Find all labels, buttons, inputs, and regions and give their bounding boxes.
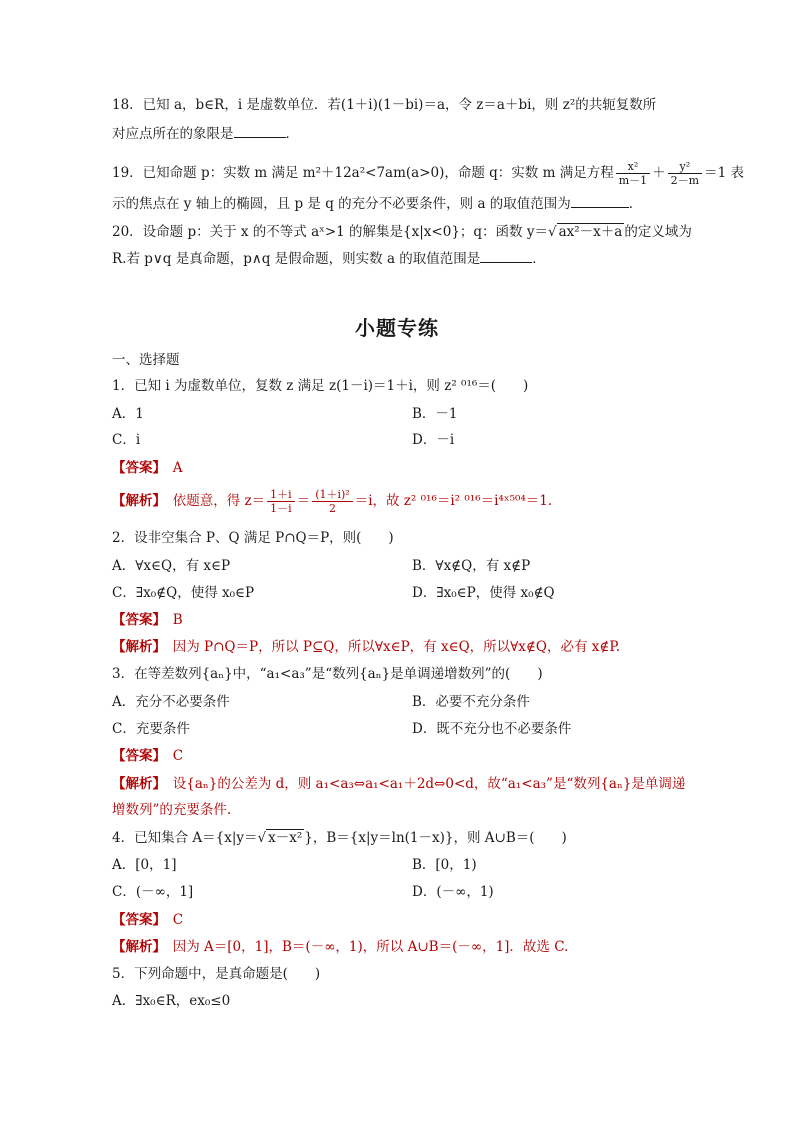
q4-analysis-row [112, 937, 568, 957]
q19-fraction-x [616, 160, 650, 187]
q1-option-c: C．i [112, 432, 141, 448]
q4-option-c: C．(－∞，1] [112, 884, 194, 900]
q1-option-d: D．－i [412, 432, 455, 448]
q19-line1 [112, 160, 744, 187]
q1-option-a: A．1 [112, 406, 144, 422]
q18-text: 18．已知 a，b∈R，i 是虚数单位．若(1＋i)(1－bi)＝a，令 z＝a＋bi，则 z²的共轭复数所 [112, 97, 657, 113]
fraction-numerator: (1＋i)² [312, 488, 353, 502]
analysis-tag: 【解析】 [112, 639, 160, 655]
answer-value: A [172, 460, 183, 476]
part-heading: 一、选择题 [112, 352, 180, 368]
analysis-fraction-2 [312, 488, 353, 515]
q3-answer-row [112, 746, 183, 766]
q3-analysis-line2: 增数列”的充要条件. [112, 802, 232, 818]
q20-sqrt-expression: ax²－x＋a [558, 224, 623, 240]
fraction-numerator: y² [668, 160, 702, 174]
plus-sign: ＋ [652, 165, 666, 181]
analysis-text-end: ＝i，故 z² ⁰¹⁶＝i² ⁰¹⁶＝i⁴ˣ⁵⁰⁴＝1. [354, 493, 553, 509]
q19-fraction-y [668, 160, 702, 187]
q2-option-d: D．∃x₀∈P，使得 x₀∉Q [412, 585, 555, 601]
q20-text-end: 的定义域为 [624, 224, 692, 240]
q5-option-a: A．∃x₀∈R，ex₀≤0 [112, 993, 231, 1009]
q19-text-end: ＝1 表 [704, 165, 744, 181]
q18-line2 [112, 124, 299, 144]
q4-option-d: D．(－∞，1) [412, 884, 494, 900]
q19-text: 19．已知命题 p：实数 m 满足 m²＋12a²<7am(a>0)，命题 q：实数 m 满足方程 [112, 165, 614, 181]
q4-option-a: A．[0，1] [112, 857, 177, 873]
q20-line2 [112, 249, 546, 269]
fraction-numerator: 1＋i [267, 488, 295, 502]
analysis-fraction-1 [267, 488, 295, 515]
answer-tag: 【答案】 [112, 912, 160, 928]
analysis-text: 依题意，得 z＝ [172, 493, 266, 509]
q1-stem: 1．已知 i 为虚数单位，复数 z 满足 z(1－i)＝1＋i，则 z² ⁰¹⁶＝( ) [112, 378, 529, 394]
q19-line2 [112, 194, 642, 214]
q4-text-end: }，B＝{x|y＝ln(1－x)}，则 A∪B＝( ) [304, 830, 567, 846]
answer-tag: 【答案】 [112, 748, 160, 764]
q2-analysis-row [112, 637, 620, 657]
q19-text-2: 示的焦点在 y 轴上的椭圆，且 p 是 q 的充分不必要条件，则 a 的取值范围为 [112, 196, 571, 212]
q3-analysis-row [112, 774, 685, 794]
analysis-tag: 【解析】 [112, 776, 160, 792]
q4-option-b: B．[0，1) [412, 857, 477, 873]
q20-text-2: R.若 p∨q 是真命题，p∧q 是假命题，则实数 a 的取值范围是 [112, 251, 481, 267]
answer-blank [234, 125, 286, 138]
answer-blank [571, 195, 629, 208]
analysis-text: 因为 P∩Q＝P，所以 P⊆Q，所以∀x∈P，有 x∈Q，所以∀x∉Q，必有 x∉P. [172, 639, 621, 655]
q4-text: 4．已知集合 A＝{x|y＝ [112, 830, 258, 846]
q2-option-b: B．∀x∉Q，有 x∉P [412, 558, 531, 574]
q1-answer-row [112, 458, 183, 478]
answer-value: B [172, 612, 183, 628]
q2-option-c: C．∃x₀∉Q，使得 x₀∈P [112, 585, 255, 601]
answer-blank [480, 250, 532, 263]
period: ． [532, 251, 546, 267]
q3-option-c: C．充要条件 [112, 721, 190, 737]
q4-answer-row [112, 910, 183, 930]
fraction-denominator: m－1 [618, 174, 648, 187]
equals-sign: ＝ [296, 493, 311, 509]
answer-tag: 【答案】 [112, 612, 160, 628]
q3-option-d: D．既不充分也不必要条件 [412, 721, 572, 737]
q3-option-b: B．必要不充分条件 [412, 694, 530, 710]
period: ． [628, 196, 643, 212]
analysis-tag: 【解析】 [112, 493, 160, 509]
answer-value: C [172, 748, 184, 764]
section-title: 小题专练 [355, 316, 439, 340]
q20-line1: 20．设命题 p：关于 x 的不等式 aˣ>1 的解集是{x|x<0}；q：函数 y＝√ ax²－x＋a 的定义域为 [112, 224, 692, 240]
q2-stem: 2．设非空集合 P、Q 满足 P∩Q＝P，则( ) [112, 530, 394, 546]
period: ． [285, 126, 299, 142]
q3-stem: 3．在等差数列{aₙ}中，“a₁<a₃”是“数列{aₙ}是单调递增数列”的( ) [112, 666, 543, 682]
fraction-denominator: 2－m [670, 174, 700, 187]
q4-stem: 4．已知集合 A＝{x|y＝√ x－x² }，B＝{x|y＝ln(1－x)}，则 A∪B＝( ) [112, 830, 567, 846]
fraction-numerator: x² [616, 160, 650, 174]
q2-option-a: A．∀x∈Q，有 x∈P [112, 558, 231, 574]
answer-tag: 【答案】 [112, 460, 160, 476]
q1-option-b: B．－1 [412, 406, 458, 422]
analysis-tag: 【解析】 [112, 939, 160, 955]
q18-line1 [112, 95, 656, 115]
analysis-text: 设{aₙ}的公差为 d，则 a₁<a₃⇔a₁<a₁＋2d⇔0<d，故“a₁<a₃”是“数列{aₙ}是单调递 [172, 776, 686, 792]
fraction-denominator: 1－i [270, 502, 292, 515]
answer-value: C [172, 912, 184, 928]
q18-text-2: 对应点所在的象限是 [112, 126, 234, 142]
q2-answer-row [112, 610, 183, 630]
q4-sqrt-expression: x－x² [268, 830, 303, 846]
q3-option-a: A．充分不必要条件 [112, 694, 230, 710]
q5-stem: 5．下列命题中，是真命题是( ) [112, 966, 321, 982]
fraction-denominator: 2 [328, 502, 336, 515]
analysis-text: 因为 A＝[0，1]，B＝(－∞，1)，所以 A∪B＝(－∞，1]．故选 C. [172, 939, 569, 955]
q20-text: 20．设命题 p：关于 x 的不等式 aˣ>1 的解集是{x|x<0}；q：函数 y＝ [112, 224, 548, 240]
q1-analysis-row [112, 488, 552, 515]
